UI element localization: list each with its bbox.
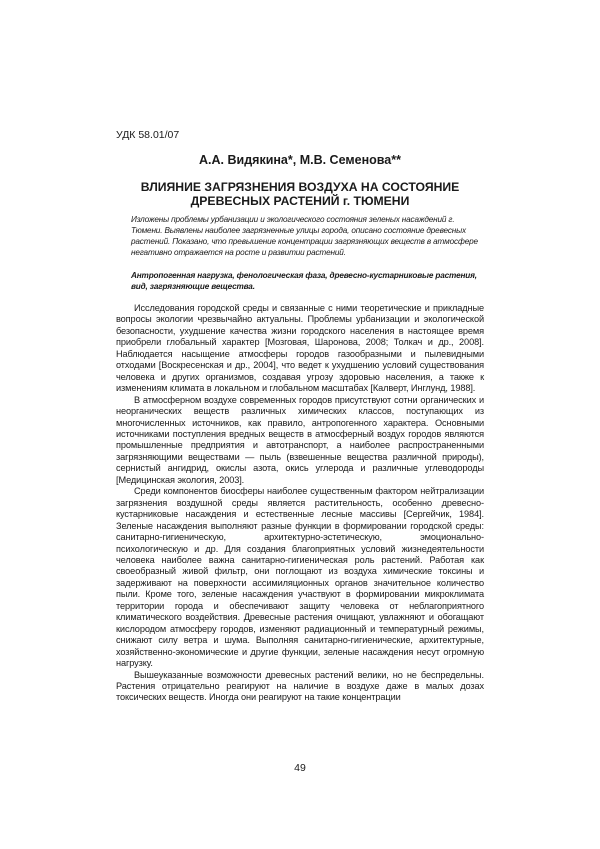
article-body xyxy=(116,303,484,704)
paragraph-1: Исследования городской среды и связанные с ними теоретические и прикладные вопросы экологии чрезвычайно актуальны. Проблемы урбанизации и экологической безопасности, ухудшение качества жизни городского населения в настоящее время приобрели глобальный характер [Мозговая, Шаронова, 2008; Толкач и др., 2008]. Наблюдается насыщение атмосферы городов газообразными и пылевидными отходами [Воскресенская и др., 2004], что ведет к ухудшению условий существования человека и других организмов, создавая угрозу здоровью населения, а также к изменениям климата в локальном и глобальном масштабах [Калверт, Инглунд, 1988]. xyxy=(116,303,484,394)
paragraph-4: Вышеуказанные возможности древесных растений велики, но не беспредельны. Растения отрицательно реагируют на наличие в воздухе даже в малых дозах токсических веществ. Иногда они реагируют на такие концентрации xyxy=(116,669,484,703)
keywords: Антропогенная нагрузка, фенологическая фаза, древесно-кустарниковые растения, вид, загрязняющие вещества. xyxy=(131,271,477,291)
abstract: Изложены проблемы урбанизации и экологического состояния зеленых насаждений г. Тюмени. Выявлены наиболее загрязненные улицы города, описано состояние древесных растений. Показано, что превышение концентрации загрязняющих веществ в атмосфере негативно отражается на росте и развитии растений. xyxy=(131,215,478,257)
paragraph-2: В атмосферном воздухе современных городов присутствуют сотни органических и неорганических веществ различных химических классов, поступающих из многочисленных источников, как правило, антропогенного характера. Основными источниками поступления вредных веществ в атмосферный воздух городов являются промышленные предприятия и автотранспорт, а наиболее распространенными загрязняющими веществами — пыль (взвешенные вещества различной природы), сернистый ангидрид, окислы азота, окись углерода и различные углеводороды [Медицинская экология, 2003]. xyxy=(116,394,484,485)
paragraph-3: Среди компонентов биосферы наиболее существенным фактором нейтрализации загрязнения воздушной среды является растительность, особенно древесно-кустарниковые насаждения и естественные лесные массивы [Сергейчик, 1984]. Зеленые насаждения выполняют разные функции в формировании городской среды: санитарно-гигиеническую, архитектурно-эстетическую, эмоционально-психологическую и др. Для создания благоприятных условий жизнедеятельности человека наиболее важна санитарно-гигиеническая роль растений. Работая как своеобразный живой фильтр, они поглощают из воздуха химические токсины и задерживают на поверхности ассимиляционных органов значительное количество пыли. Кроме того, зеленые насаждения участвуют в формировании микроклимата территории города и обеспечивают защиту человека от неблагоприятного климатического воздействия. Древесные растения очищают, увлажняют и обогащают кислородом атмосферу городов, изменяют радиационный и температурный режимы, снижают силу ветра и шума. Выполняя санитарно-гигиенические, архитектурные, хозяйственно-экономические и другие функции, зеленые насаждения несут огромную нагрузку. xyxy=(116,486,484,669)
authors: А.А. Видякина*, М.В. Семенова** xyxy=(199,153,401,167)
title-line-1: ВЛИЯНИЕ ЗАГРЯЗНЕНИЯ ВОЗДУХА НА СОСТОЯНИЕ xyxy=(140,180,460,194)
udk-code: УДК 58.01/07 xyxy=(116,129,180,141)
article-title xyxy=(116,180,484,208)
title-line-2: ДРЕВЕСНЫХ РАСТЕНИЙ г. ТЮМЕНИ xyxy=(190,194,410,208)
page-number: 49 xyxy=(294,762,306,774)
